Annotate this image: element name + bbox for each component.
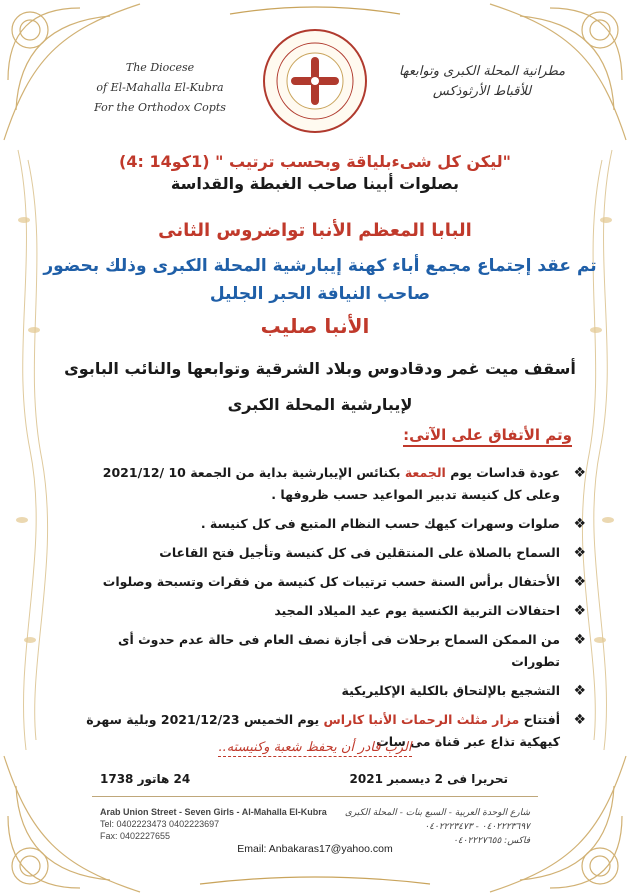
item-text: صلوات وسهرات كيهك حسب النظام المتبع فى كل كنيسة . — [200, 516, 560, 531]
diamond-bullet-icon: ❖ — [573, 603, 586, 619]
diocese-seal — [262, 28, 368, 134]
list-item — [66, 542, 586, 564]
header-en-line2: of El-Mahalla El-Kubra — [96, 81, 224, 94]
decisions-list — [66, 462, 586, 760]
footer-fax: Fax: 0402227655 — [100, 831, 171, 841]
footer-tel: Tel: 0402223473 0402223697 — [100, 819, 220, 829]
diamond-bullet-icon: ❖ — [573, 683, 586, 699]
date-coptic: 24 هاتور 1738 — [100, 772, 191, 786]
footer-fax-ar: فاكس: ٠٤٠٢٢٢٧٦٥٥ — [452, 836, 530, 846]
item-text: من الممكن السماح برحلات فى أجازة نصف العام فى حالة عدم حدوث أى تطورات — [118, 632, 560, 669]
item-text: يوم الخميس 2021/12/23 وبلية سهرة كيهكية تذاع عبر قناة مى سات — [86, 712, 560, 749]
diocese-name-english — [80, 58, 240, 118]
header-ar-line2: للأقباط الأرثوذكس — [432, 84, 532, 99]
item-highlight: مزار مثلث الرحمات الأنبا كاراس — [323, 712, 520, 727]
list-item — [66, 680, 586, 702]
footer-contact-arabic — [345, 806, 530, 848]
footer-divider — [92, 796, 538, 797]
bishop-name: الأنبا صليب — [260, 314, 370, 338]
list-item — [66, 513, 586, 535]
footer-contact-english — [100, 806, 327, 842]
meeting-statement — [40, 252, 600, 308]
bishop-info-line1: أسقف ميت غمر ودقادوس وبلاد الشرقية وتوابعها والنائب البابوى — [64, 359, 576, 378]
pope-name: البابا المعظم الأنبا تواضروس الثانى — [158, 220, 472, 241]
item-text: بكنائس الإيبارشية بداية من الجمعة 10 /2021/12 وعلى كل كنيسة تدبير المواعيد حسب ظروفها . — [102, 465, 560, 502]
meeting-line2: صاحب النيافة الحبر الجليل — [209, 284, 431, 304]
footer-address-ar: شارع الوحدة العربية - السبع بنات - المحلة الكبرى — [344, 808, 530, 818]
prayers-line: بصلوات أبينا صاحب الغبطة والقداسة — [170, 174, 460, 193]
footer-email[interactable]: Email: Anbakaras17@yahoo.com — [237, 843, 393, 855]
date-gregorian: تحريرا فى 2 ديسمبر 2021 — [349, 772, 508, 786]
header-ar-line1: مطرانية المحلة الكبرى وتوابعها — [398, 64, 566, 79]
footer-address: Arab Union Street - Seven Girls - Al-Mahalla El-Kubra — [100, 807, 327, 817]
meeting-line1: تم عقد إجتماع مجمع أباء كهنة إيبارشية المحلة الكبرى وذلك بحضور — [43, 256, 597, 276]
bishop-title — [40, 351, 600, 423]
diocese-name-arabic — [392, 62, 572, 102]
diamond-bullet-icon: ❖ — [573, 545, 586, 561]
item-text: احتفالات التربية الكنسية يوم عيد الميلاد المجيد — [274, 603, 560, 618]
diamond-bullet-icon: ❖ — [573, 516, 586, 532]
scripture-quote: "ليكن كل شىءبلياقة وبحسب ترتيب " (1كو14 :4) — [119, 152, 511, 171]
list-item — [66, 571, 586, 593]
list-item — [66, 629, 586, 673]
diamond-bullet-icon: ❖ — [573, 574, 586, 590]
header-en-line3: For the Orthodox Copts — [94, 101, 226, 114]
item-text: عودة قداسات يوم — [445, 465, 560, 480]
agreed-heading: وتم الأتفاق على الآتى: — [403, 426, 572, 447]
item-text: السماح بالصلاة على المنتقلين فى كل كنيسة وتأجيل فتح القاعات — [159, 545, 560, 560]
bishop-info-line2: لإيبارشية المحلة الكبرى — [227, 395, 413, 414]
diamond-bullet-icon: ❖ — [573, 712, 586, 728]
list-item — [66, 600, 586, 622]
header-en-line1: The Diocese — [125, 61, 195, 74]
closing-text: الرب قادر أن يحفظ شعبة وكنيسته.. — [218, 740, 412, 755]
closing-blessing — [40, 740, 590, 755]
item-highlight: الجمعة — [404, 465, 446, 480]
item-text: أفتتاح — [519, 712, 560, 727]
diamond-bullet-icon: ❖ — [573, 465, 586, 481]
item-text: التشجيع بالإلتحاق بالكلية الإكليريكية — [341, 683, 560, 698]
list-item — [66, 462, 586, 506]
item-text: الأحتفال برأس السنة حسب ترتيبات كل كنيسة من فقرات وتسبحة وصلوات — [102, 574, 560, 589]
diamond-bullet-icon: ❖ — [573, 632, 586, 648]
footer-tel-ar: ٠٤٠٢٢٢٣٦٩٧ - ٠٤٠٢٢٢٣٤٧٣ — [424, 822, 530, 832]
